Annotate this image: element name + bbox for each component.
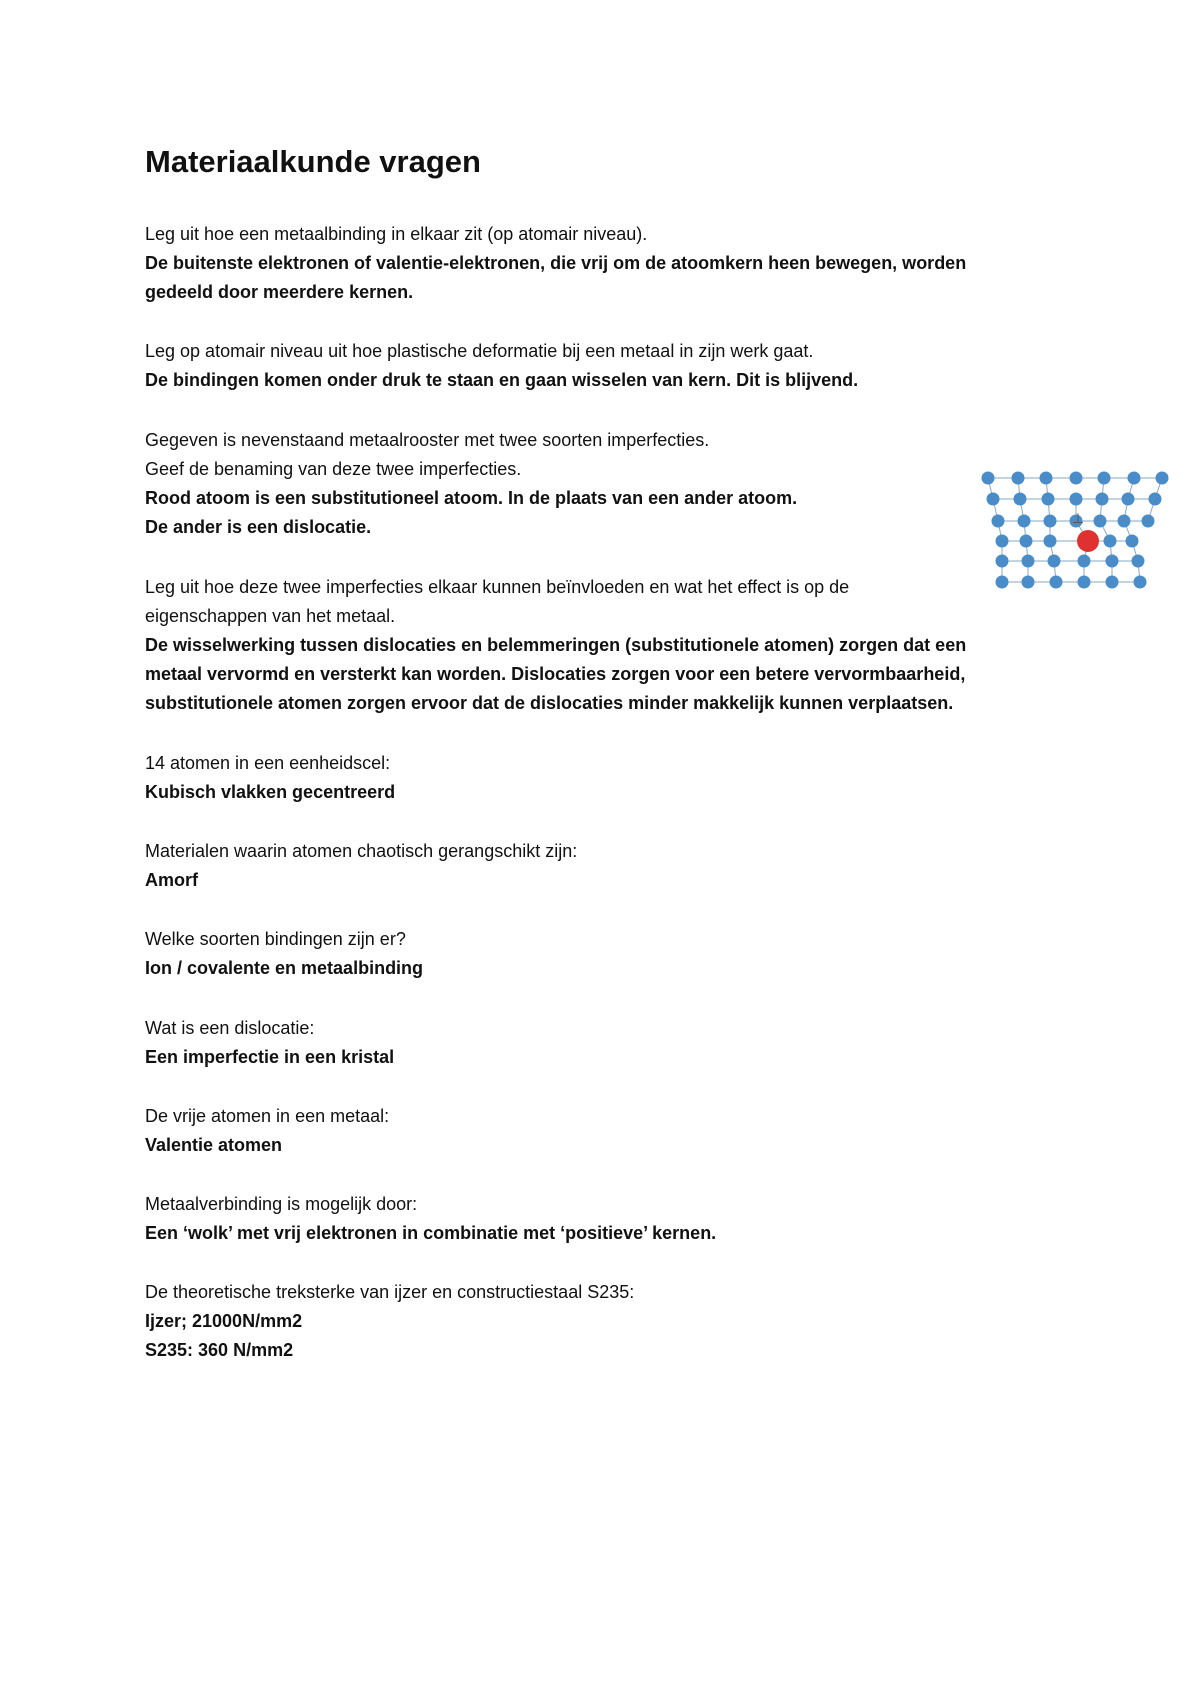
lattice-atom	[996, 576, 1009, 589]
lattice-atom	[1020, 535, 1033, 548]
answer-line: Amorf	[145, 870, 198, 890]
lattice-atom	[1040, 472, 1053, 485]
lattice-atom	[1134, 576, 1147, 589]
question-line: Metaalverbinding is mogelijk door:	[145, 1194, 418, 1214]
lattice-atom	[1048, 555, 1061, 568]
answer-line: De buitenste elektronen of valentie-elektronen, die vrij om de atoomkern heen bewegen, worden	[145, 253, 967, 273]
answer-line: Kubisch vlakken gecentreerd	[145, 782, 396, 802]
answer-line: Valentie atomen	[145, 1135, 283, 1155]
lattice-atom	[1044, 515, 1057, 528]
lattice-atom	[1106, 555, 1119, 568]
answer-line: De wisselwerking tussen dislocaties en belemmeringen (substitutionele atomen) zorgen dat een	[145, 635, 967, 655]
answer-line: substitutionele atomen zorgen ervoor dat de dislocaties minder makkelijk kunnen verplaatsen.	[145, 693, 954, 713]
lattice-atom	[1018, 515, 1031, 528]
answer-line: Ijzer; 21000N/mm2	[145, 1311, 303, 1331]
dislocation-symbol: ⊥	[1071, 511, 1085, 527]
lattice-atom	[1098, 472, 1111, 485]
question-line: Geef de benaming van deze twee imperfecties.	[145, 459, 522, 479]
lattice-atom	[1022, 576, 1035, 589]
lattice-atom	[1078, 576, 1091, 589]
lattice-atom	[1078, 555, 1091, 568]
lattice-atom	[1118, 515, 1131, 528]
answer-line: De bindingen komen onder druk te staan en gaan wisselen van kern. Dit is blijvend.	[145, 370, 859, 390]
lattice-atom	[1126, 535, 1139, 548]
lattice-atoms	[982, 472, 1169, 589]
lattice-atom	[1042, 493, 1055, 506]
question-line: Leg uit hoe een metaalbinding in elkaar zit (op atomair niveau).	[145, 224, 648, 244]
question-line: Wat is een dislocatie:	[145, 1018, 315, 1038]
lattice-atom	[1106, 576, 1119, 589]
question-line: Leg op atomair niveau uit hoe plastische deformatie bij een metaal in zijn werk gaat.	[145, 341, 814, 361]
question-line: 14 atomen in een eenheidscel:	[145, 753, 391, 773]
lattice-atom	[1142, 515, 1155, 528]
question-line: eigenschappen van het metaal.	[145, 606, 396, 626]
lattice-atom	[992, 515, 1005, 528]
lattice-atom	[996, 535, 1009, 548]
metal-lattice-figure	[980, 470, 1180, 600]
question-line: De theoretische treksterke van ijzer en constructiestaal S235:	[145, 1282, 635, 1302]
lattice-atom	[1012, 472, 1025, 485]
lattice-atom	[1044, 535, 1057, 548]
answer-line: gedeeld door meerdere kernen.	[145, 282, 414, 302]
lattice-atom	[1070, 472, 1083, 485]
lattice-atom	[1014, 493, 1027, 506]
lattice-atom	[1132, 555, 1145, 568]
question-line: Welke soorten bindingen zijn er?	[145, 929, 406, 949]
lattice-atom	[987, 493, 1000, 506]
substitutional-atom	[1077, 530, 1099, 552]
lattice-atom	[1156, 472, 1169, 485]
lattice-atom	[1149, 493, 1162, 506]
answer-line: S235: 360 N/mm2	[145, 1340, 294, 1360]
lattice-atom	[1070, 493, 1083, 506]
answer-line: metaal vervormd en versterkt kan worden. Dislocaties zorgen voor een betere vervormbaarheid,	[145, 664, 966, 684]
lattice-atom	[1094, 515, 1107, 528]
answer-line: Rood atoom is een substitutioneel atoom. In de plaats van een ander atoom.	[145, 488, 798, 508]
question-line: De vrije atomen in een metaal:	[145, 1106, 390, 1126]
lattice-atom	[996, 555, 1009, 568]
lattice-atom	[1022, 555, 1035, 568]
lattice-atom	[1104, 535, 1117, 548]
lattice-atom	[1050, 576, 1063, 589]
answer-line: Een imperfectie in een kristal	[145, 1047, 395, 1067]
answer-line: De ander is een dislocatie.	[145, 517, 372, 537]
lattice-atom	[1128, 472, 1141, 485]
question-line: Gegeven is nevenstaand metaalrooster met twee soorten imperfecties.	[145, 430, 710, 450]
page-title: Materiaalkunde vragen	[145, 144, 481, 179]
answer-line: Ion / covalente en metaalbinding	[145, 958, 424, 978]
question-line: Materialen waarin atomen chaotisch gerangschikt zijn:	[145, 841, 578, 861]
answer-line: Een ‘wolk’ met vrij elektronen in combinatie met ‘positieve’ kernen.	[145, 1223, 717, 1243]
lattice-atom	[1096, 493, 1109, 506]
lattice-atom	[982, 472, 995, 485]
question-line: Leg uit hoe deze twee imperfecties elkaar kunnen beïnvloeden en wat het effect is op de	[145, 577, 850, 597]
lattice-atom	[1122, 493, 1135, 506]
